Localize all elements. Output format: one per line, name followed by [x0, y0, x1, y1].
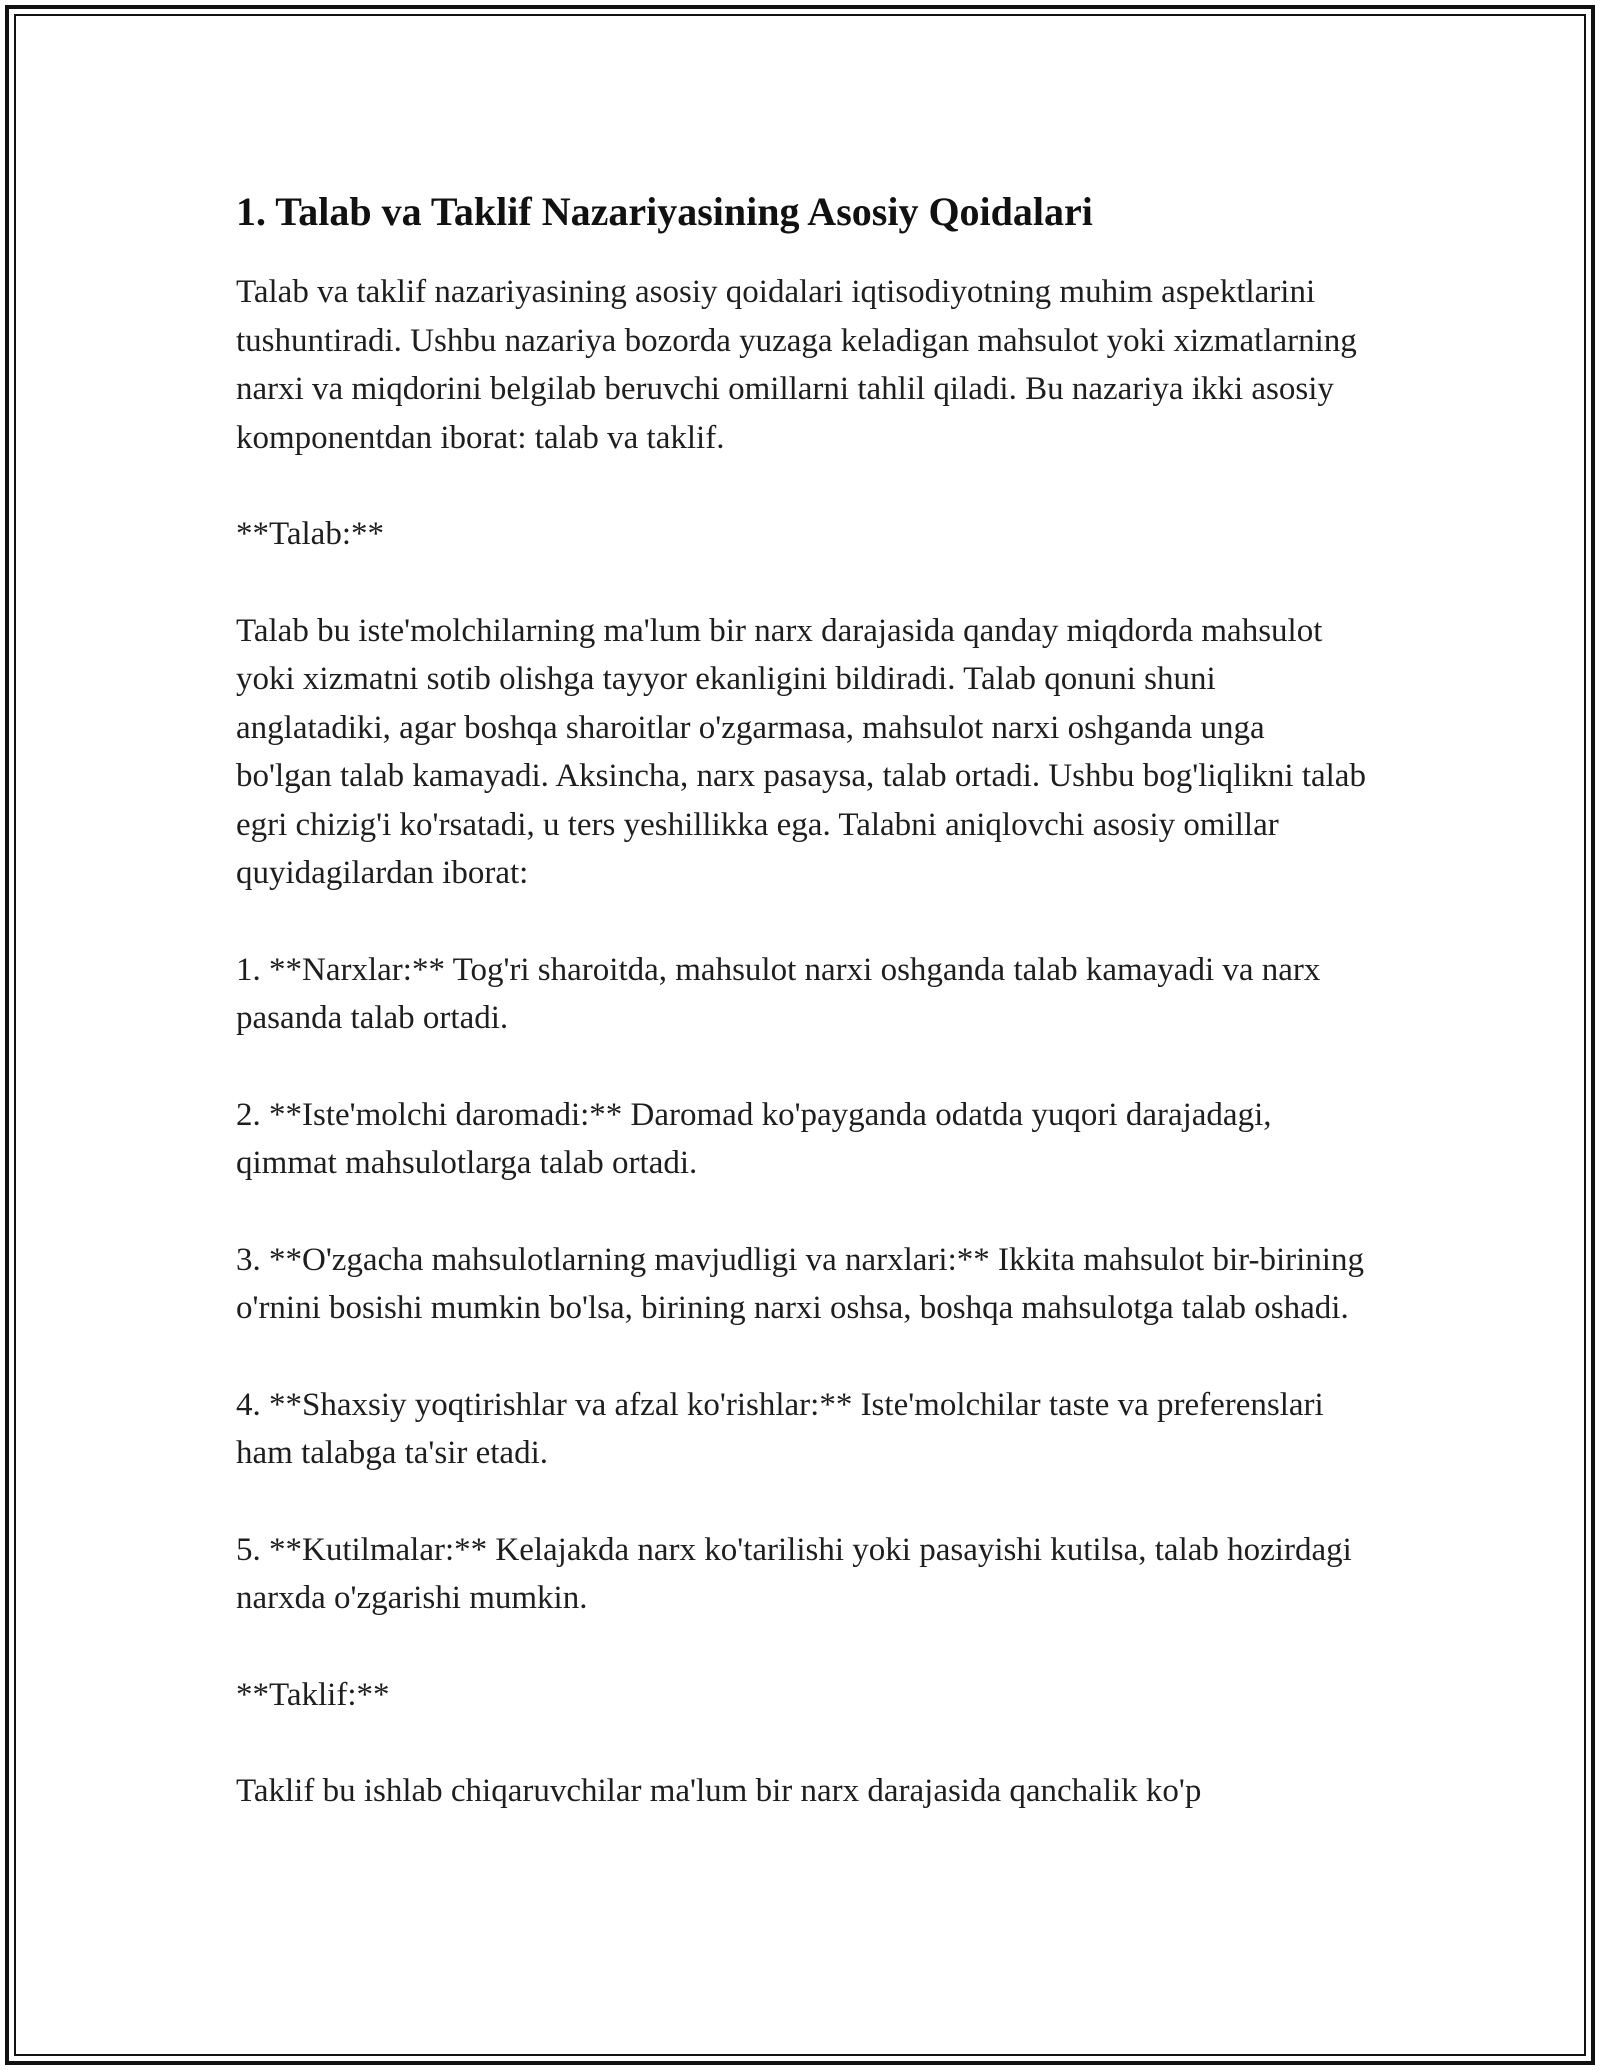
list-item-narxlar: 1. **Narxlar:** Tog'ri sharoitda, mahsulot narxi oshganda talab kamayadi va narx pasanda talab ortadi.	[236, 951, 1321, 1036]
intro-paragraph: Talab va taklif nazariyasining asosiy qoidalari iqtisodiyotning muhim aspektlarini tushuntiradi. Ushbu nazariya bozorda yuzaga keladigan mahsulot yoki xizmatlarning narxi va miqdorini belgilab beruvchi omillarni tahlil qiladi. Bu nazariya ikki asosiy komponentdan iborat: talab va taklif.	[236, 274, 1357, 456]
list-item-ozgacha-mahsulotlar: 3. **O'zgacha mahsulotlarning mavjudligi va narxlari:** Ikkita mahsulot bir-birining o'rnini bosishi mumkin bo'lsa, birining narxi oshsa, boshqa mahsulotga talab oshadi.	[236, 1241, 1364, 1326]
taklif-subheading: **Taklif:**	[236, 1676, 390, 1713]
taklif-paragraph: Taklif bu ishlab chiqaruvchilar ma'lum bir narx darajasida qanchalik ko'p	[236, 1773, 1202, 1809]
talab-subheading: **Talab:**	[236, 516, 384, 552]
list-item-yoqtirishlar: 4. **Shaxsiy yoqtirishlar va afzal ko'rishlar:** Iste'molchilar taste va preferenslari ham talabga ta'sir etadi.	[236, 1386, 1324, 1471]
section-heading: 1. Talab va Taklif Nazariyasining Asosiy Qoidalari	[236, 189, 1093, 234]
talab-paragraph: Talab bu iste'molchilarning ma'lum bir narx darajasida qanday miqdorda mahsulot yoki xizmatni sotib olishga tayyor ekanligini bildiradi. Talab qonuni shuni anglatadiki, agar boshqa sharoitlar o'zgarmasa, mahsulot narxi oshganda unga bo'lgan talab kamayadi. Aksincha, narx pasaysa, talab ortadi. Ushbu bog'liqlikni talab egri chizig'i ko'rsatadi, u ters yeshillikka ega. Talabni aniqlovchi asosiy omillar quyidagilardan iborat:	[236, 612, 1366, 891]
list-item-daromad: 2. **Iste'molchi daromadi:** Daromad ko'payganda odatda yuqori darajadagi, qimmat mahsulotlarga talab ortadi.	[236, 1096, 1272, 1181]
document-body	[236, 186, 1366, 1864]
list-item-kutilmalar: 5. **Kutilmalar:** Kelajakda narx ko'tarilishi yoki pasayishi kutilsa, talab hozirdagi narxda o'zgarishi mumkin.	[236, 1531, 1352, 1616]
